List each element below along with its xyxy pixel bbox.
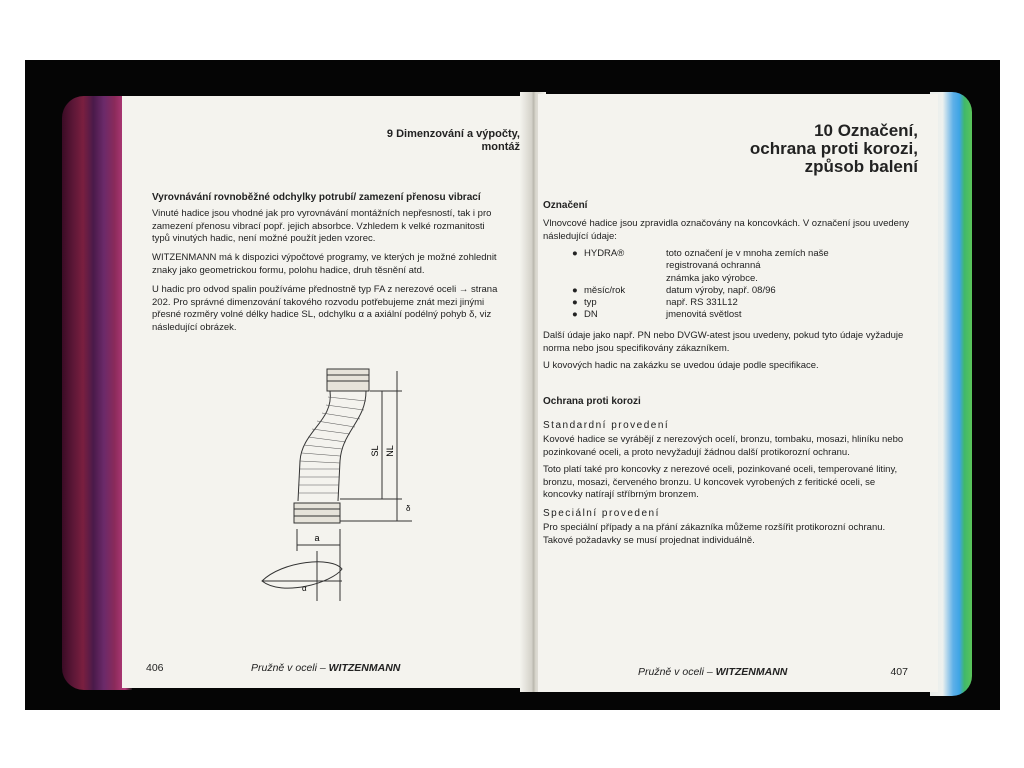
paragraph-2: WITZENMANN má k dispozici výpočtové programy, ve kterých je možné zohlednit znaky jako geometrickou formu, polohu hadice, druh těsnění atd. <box>152 252 497 276</box>
label-alpha: α <box>302 584 307 593</box>
chapter-title: 10 Označení, ochrana proti korozi, způsob balení <box>749 121 918 176</box>
marking-heading: Označení <box>543 200 588 211</box>
marking-list <box>572 248 876 322</box>
page-number-left: 406 <box>146 662 164 674</box>
special-heading: Speciální provedení <box>543 508 660 519</box>
corrosion-heading: Ochrana proti korozi <box>543 396 641 407</box>
marking-para-2: Další údaje jako např. PN nebo DVGW-atest jsou uvedeny, pokud tyto údaje vyžaduje norma nebo jsou specifikovány zákazníkem. <box>543 330 904 354</box>
footer-brand-right: WITZENMANN <box>715 666 788 678</box>
standard-heading: Standardní provedení <box>543 420 670 431</box>
marking-para-3: U kovových hadic na zakázku se uvedou údaje podle specifikace. <box>543 360 819 371</box>
hose-outline <box>262 369 412 601</box>
page-number-right: 407 <box>890 666 908 678</box>
footer-brand-left: WITZENMANN <box>328 662 401 674</box>
label-sl: SL <box>370 445 380 457</box>
right-page <box>538 94 938 692</box>
paragraph-1: Vinuté hadice jsou vhodné jak pro vyrovnávání montážních nepřesností, tak i pro zamezení přenosu vibrací popř. jejich absorbce. Vzhledem k velké rozmanitosti typů vinutých hadic, není možné použít jeden vzorec. <box>152 208 492 244</box>
label-a: a <box>314 533 320 543</box>
section-title: Vyrovnávání rovnoběžné odchylky potrubí/ zamezení přenosu vibrací <box>152 192 481 203</box>
label-delta: δ <box>406 504 411 513</box>
paragraph-3: U hadic pro odvod spalin používáme přednostně typ FA z nerezové oceli → strana 202. Pro správné dimenzování takového rozvodu potřebujeme znát mezi jinými přesné rozměry volné délky hadice SL, odchylku α a axiální podélný pohyb δ, viz následující obrázek. <box>152 284 498 333</box>
left-page <box>122 96 530 688</box>
footer-text-left: Pružně v oceli – <box>251 662 326 674</box>
marking-intro: Vlnovcové hadice jsou zpravidla označovány na koncovkách. V označení jsou uvedeny následující údaje: <box>543 218 909 242</box>
list-item: známka jako výrobce. <box>666 272 758 284</box>
list-item: ● typ např. RS 331L12 <box>572 297 738 309</box>
footer-text-right: Pružně v oceli – <box>638 666 713 678</box>
hose-figure <box>242 361 412 611</box>
list-item: ● měsíc/rok datum výroby, např. 08/96 <box>572 284 776 296</box>
left-page-header: 9 Dimenzování a výpočty, montáž <box>386 128 520 153</box>
label-nl: NL <box>385 445 395 457</box>
standard-para-2: Toto platí také pro koncovky z nerezové oceli, pozinkované oceli, temperované litiny, bronzu, mosazi, červeného bronzu. U koncovek vyrobených z feritické oceli, se koncovky natírají stříbrným bronzem. <box>543 464 898 500</box>
list-item: registrovaná ochranná <box>666 260 761 272</box>
special-para: Pro speciální případy a na přání zákazníka můžeme rozšířit protikorozní ochranu. Takové požadavky se musí projednat individuálně. <box>543 522 886 546</box>
list-item: ● DN jmenovitá světlost <box>572 309 742 321</box>
list-item: ● HYDRA® toto označení je v mnoha zemích naše <box>572 248 829 259</box>
standard-para-1: Kovové hadice se vyrábějí z nerezových ocelí, bronzu, tombaku, mosazi, hliníku nebo pozinkované oceli, a proto nevyžadují žádnou další protikorozní ochranu. <box>543 434 904 458</box>
